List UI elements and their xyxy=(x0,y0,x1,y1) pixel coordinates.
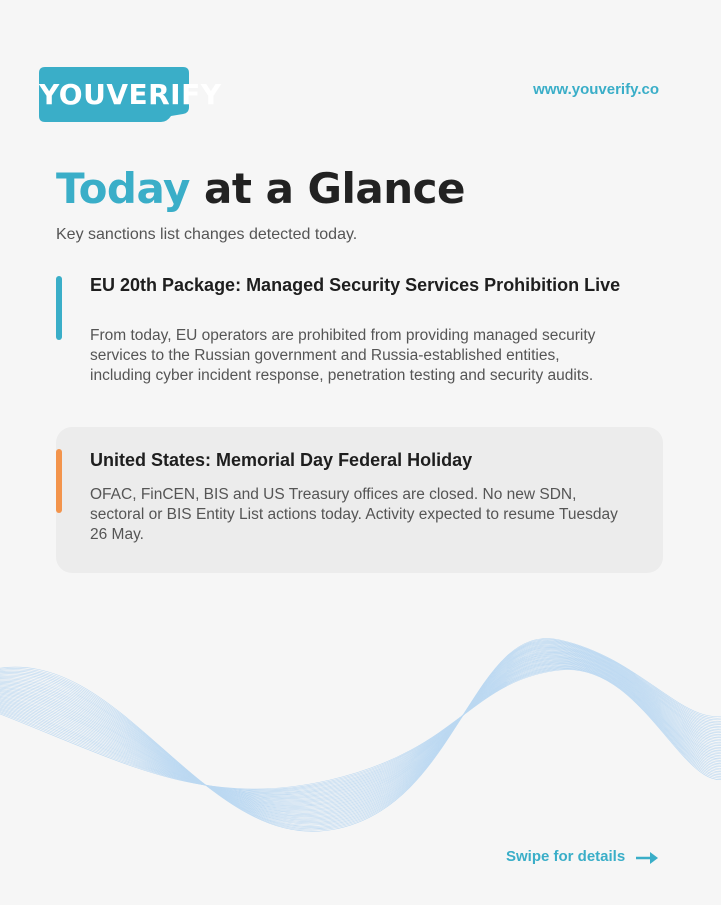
arrow-right-icon[interactable] xyxy=(636,851,662,865)
orange-marker-bar xyxy=(56,449,62,513)
blue-marker-bar xyxy=(56,276,62,340)
title-accent-word: Today xyxy=(56,164,190,213)
title-rest: at a Glance xyxy=(204,164,466,213)
update-card-eu xyxy=(56,270,663,420)
update-body: OFAC, FinCEN, BIS and US Treasury offices are closed. No new SDN, sectoral or BIS Entity List actions today. Activity expected to resume Tuesday 26 May. xyxy=(90,486,618,543)
update-title: United States: Memorial Day Federal Holiday xyxy=(90,450,473,470)
swipe-label[interactable]: Swipe for details xyxy=(506,848,626,865)
update-card-us xyxy=(56,427,663,573)
youverify-logo xyxy=(39,67,222,122)
website-link[interactable]: www.youverify.co xyxy=(533,81,659,98)
page-subtitle: Key sanctions list changes detected today. xyxy=(56,226,358,243)
wave-line xyxy=(0,667,721,793)
update-body: From today, EU operators are prohibited from providing managed security services to the Russian government and Russia-established entities, including cyber incident response, penetration testing and security audits. xyxy=(90,327,596,384)
wave-line xyxy=(0,668,721,790)
wave-line xyxy=(0,670,721,790)
logo-text: YOUVERIFY xyxy=(39,78,222,111)
update-title: EU 20th Package: Managed Security Services Prohibition Live xyxy=(90,275,621,295)
page-title xyxy=(56,164,465,213)
